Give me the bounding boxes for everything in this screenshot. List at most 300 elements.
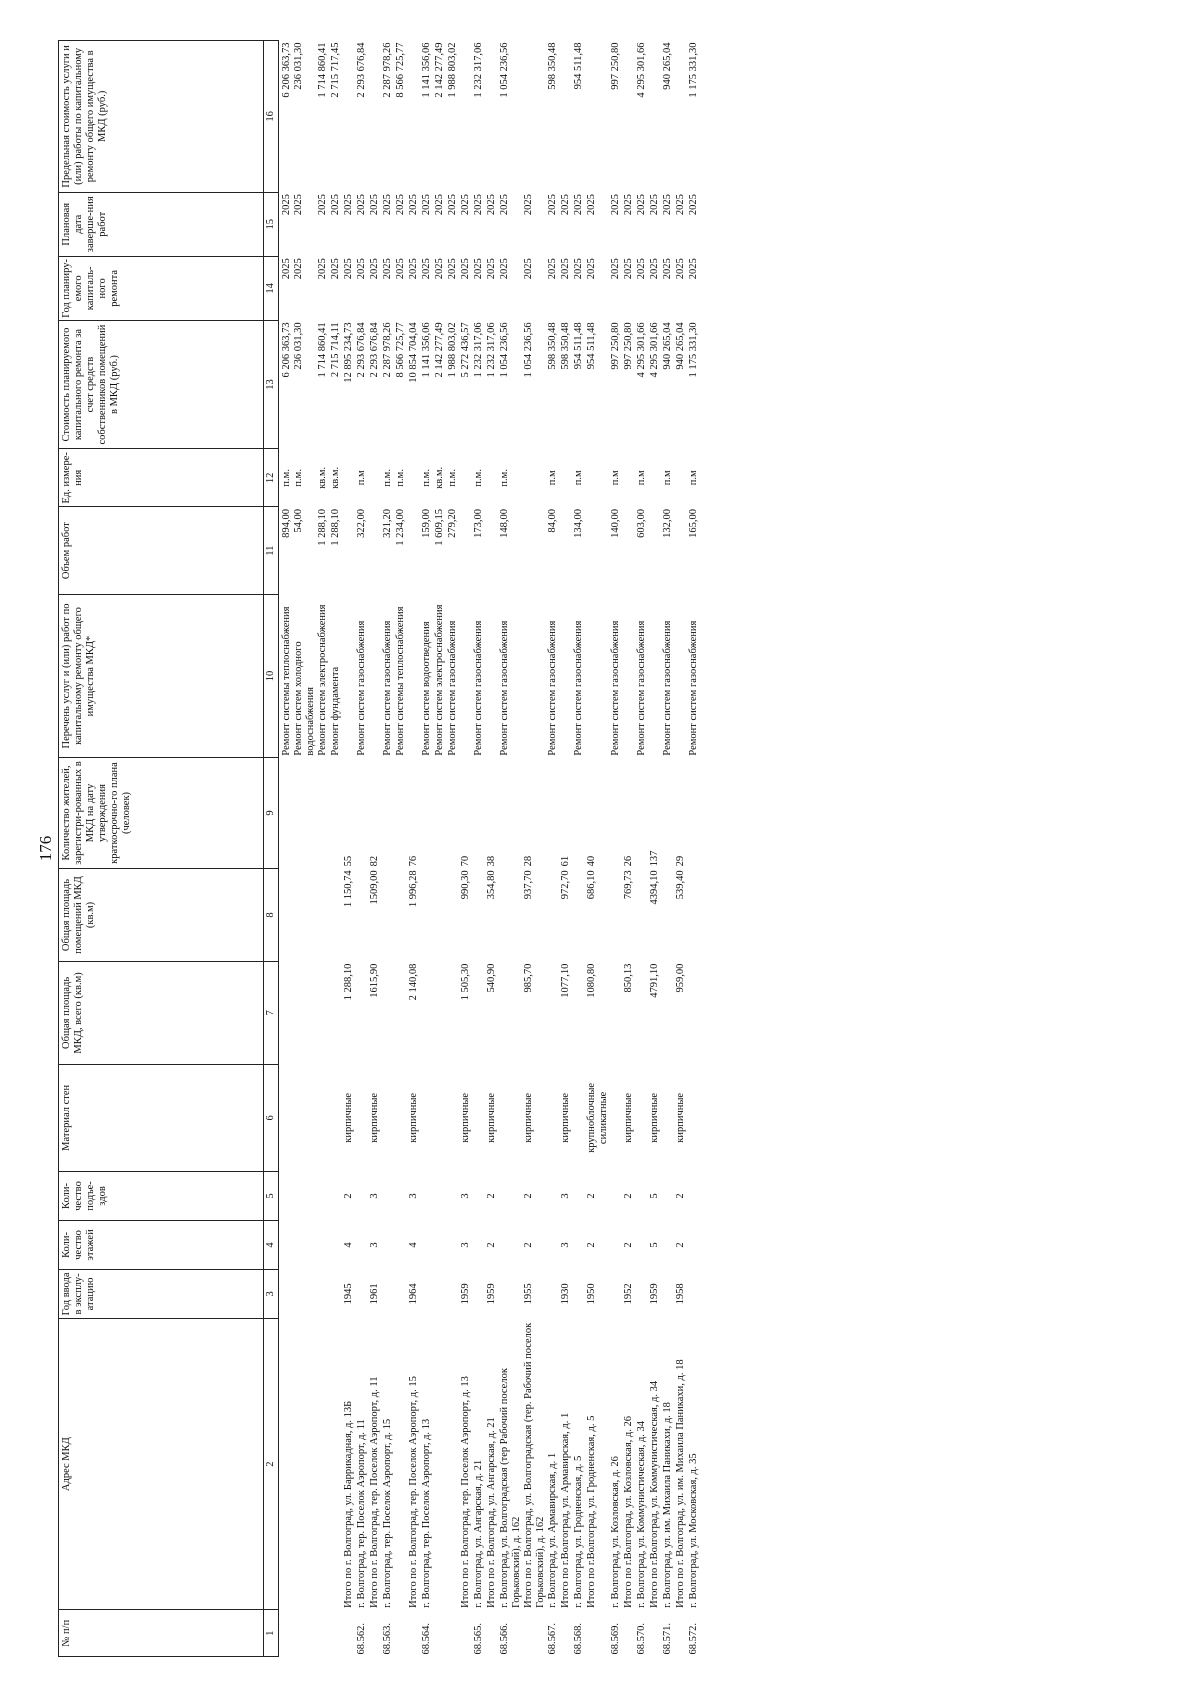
residents-cell: 28 xyxy=(523,855,534,867)
limit-cost-cell: 940 265,04 xyxy=(662,42,673,90)
premises-area-cell: 686,10 xyxy=(586,870,597,900)
work-type-cell xyxy=(623,594,636,757)
col-header: № п/п xyxy=(59,1610,264,1657)
plan-year-cell: 2025 xyxy=(330,258,341,280)
work-type-cell: Ремонт системы теплоснабжения xyxy=(281,606,292,756)
row-number xyxy=(560,1610,573,1657)
table-row xyxy=(623,41,636,1657)
wall-material-cell xyxy=(279,1064,294,1171)
year-cell: 1945 xyxy=(343,1283,354,1305)
wall-material-cell: кирпичные xyxy=(675,1092,686,1143)
cost-cell: 6 206 363,73 xyxy=(281,322,292,378)
wall-material-cell xyxy=(293,1064,317,1171)
row-number: 68.567. xyxy=(547,1623,558,1655)
plan-year-cell: 2025 xyxy=(447,258,458,280)
row-number: 68.563. xyxy=(382,1623,393,1655)
row-number xyxy=(317,1610,330,1657)
table-row xyxy=(421,41,434,1657)
row-number: 68.566. xyxy=(499,1623,510,1655)
row-number xyxy=(447,1610,460,1657)
plan-year-cell: 2025 xyxy=(395,258,406,280)
entrances-cell: 2 xyxy=(623,1193,634,1199)
residents-cell xyxy=(688,758,701,869)
row-number xyxy=(343,1610,356,1657)
limit-cost-cell: 4 295 301,66 xyxy=(636,42,647,98)
plan-year-cell: 2025 xyxy=(499,258,510,280)
address-cell: Итого по г.Волгоград, ул. Коммунистическая, д. 34 xyxy=(649,1380,660,1608)
volume-cell: 321,20 xyxy=(382,508,393,538)
residents-cell: 40 xyxy=(586,855,597,867)
floors-cell xyxy=(279,1220,294,1269)
address-cell: г. Волгоград, ул. Волгоградская (тер Рабочий поселок Горьковский), д. 162 xyxy=(499,1368,522,1608)
entrances-cell: 2 xyxy=(675,1193,686,1199)
row-number xyxy=(293,1610,317,1657)
table-row xyxy=(279,41,294,1657)
work-type-cell xyxy=(523,594,547,757)
column-number-row xyxy=(264,41,279,1657)
wall-material-cell xyxy=(421,1064,434,1171)
plan-year-cell: 2025 xyxy=(343,258,354,280)
residents-cell xyxy=(499,758,523,869)
total-area-cell: 2 140,08 xyxy=(408,963,419,1001)
total-area-cell xyxy=(662,962,675,1065)
unit-cell: п.м xyxy=(636,470,647,486)
completion-year-cell: 2025 xyxy=(369,194,380,216)
year-cell: 1930 xyxy=(560,1283,571,1305)
plan-year-cell: 2025 xyxy=(473,258,484,280)
row-number xyxy=(649,1610,662,1657)
floors-cell xyxy=(293,1220,317,1269)
col-header: Стоимость планируемого капитального ремонта за счет средств собственников помещений в МКД (руб.) xyxy=(59,320,264,448)
cost-cell: 4 295 301,66 xyxy=(636,322,647,378)
residents-cell xyxy=(356,758,369,869)
plan-year-cell: 2025 xyxy=(281,258,292,280)
residents-cell xyxy=(636,758,649,869)
limit-cost-cell xyxy=(649,41,662,193)
premises-area-cell xyxy=(662,868,675,961)
premises-area-cell xyxy=(421,868,434,961)
limit-cost-cell xyxy=(369,41,382,193)
year-cell xyxy=(447,1269,460,1318)
premises-area-cell xyxy=(317,868,330,961)
cost-cell: 954 511,48 xyxy=(586,322,597,370)
residents-cell: 26 xyxy=(623,855,634,867)
row-number: 68.568. xyxy=(573,1623,584,1655)
limit-cost-cell: 236 031,30 xyxy=(293,42,304,90)
total-area-cell: 985,70 xyxy=(523,963,534,993)
residents-cell xyxy=(573,758,586,869)
work-type-cell: Ремонт систем газоснабжения xyxy=(636,620,647,756)
table-row xyxy=(586,41,610,1657)
volume-cell xyxy=(486,507,499,594)
volume-cell xyxy=(408,507,421,594)
year-cell: 1958 xyxy=(675,1283,686,1305)
completion-year-cell: 2025 xyxy=(675,194,686,216)
entrances-cell xyxy=(356,1171,369,1220)
work-type-cell: Ремонт систем газоснабжения xyxy=(356,620,367,756)
total-area-cell xyxy=(473,962,486,1065)
premises-area-cell xyxy=(330,868,343,961)
premises-area-cell xyxy=(382,868,395,961)
entrances-cell xyxy=(573,1171,586,1220)
year-cell xyxy=(330,1269,343,1318)
work-type-cell xyxy=(343,594,356,757)
unit-cell xyxy=(586,449,610,507)
cost-cell: 940 265,04 xyxy=(675,322,686,370)
unit-cell xyxy=(343,449,356,507)
floors-cell: 4 xyxy=(343,1242,354,1248)
year-cell xyxy=(279,1269,294,1318)
plan-year-cell: 2025 xyxy=(636,258,647,280)
unit-cell: п.м. xyxy=(395,469,406,487)
unit-cell: п.м xyxy=(547,470,558,486)
work-type-cell: Ремонт систем газоснабжения xyxy=(688,620,699,756)
residents-cell: 38 xyxy=(486,855,497,867)
cost-cell: 1 175 331,30 xyxy=(688,322,699,378)
plan-year-cell: 2025 xyxy=(649,258,660,280)
year-cell xyxy=(610,1269,623,1318)
work-type-cell: Ремонт систем газоснабжения xyxy=(447,620,458,756)
address-cell: г. Волгоград, ул. Гродненская, д. 5 xyxy=(573,1455,584,1608)
year-cell: 1959 xyxy=(460,1283,471,1305)
wall-material-cell xyxy=(499,1064,523,1171)
table-row xyxy=(369,41,382,1657)
address-cell: Итого по г. Волгоград, ул. Волгоградская (тер. Рабочий поселок Горьковский), д. 162 xyxy=(523,1322,546,1608)
col-number: 11 xyxy=(264,507,279,594)
table-row xyxy=(408,41,421,1657)
wall-material-cell: кирпичные xyxy=(523,1092,534,1143)
wall-material-cell: кирпичные xyxy=(343,1092,354,1143)
entrances-cell xyxy=(447,1171,460,1220)
col-number: 12 xyxy=(264,449,279,507)
floors-cell xyxy=(573,1220,586,1269)
address-cell: г. Волгоград, ул. им. Михаила Паникахи, д. 18 xyxy=(662,1402,673,1608)
wall-material-cell xyxy=(447,1064,460,1171)
work-type-cell xyxy=(460,594,473,757)
residents-cell xyxy=(382,758,395,869)
cost-cell: 2 142 277,49 xyxy=(434,322,445,378)
residents-cell: 29 xyxy=(675,855,686,867)
year-cell xyxy=(688,1269,701,1318)
address-cell: Итого по г. Волгоград, тер. Поселок Аэропорт, д. 15 xyxy=(408,1376,419,1608)
address-cell: Итого по г.Волгоград, ул. Гродненская, д. 5 xyxy=(586,1415,597,1608)
volume-cell: 173,00 xyxy=(473,508,484,538)
plan-year-cell: 2025 xyxy=(688,258,699,280)
floors-cell: 3 xyxy=(369,1242,380,1248)
table-row xyxy=(447,41,460,1657)
row-number xyxy=(408,1610,421,1657)
col-header: Плановая дата заверше-ния работ xyxy=(59,192,264,256)
residents-cell xyxy=(473,758,486,869)
plan-year-cell: 2025 xyxy=(421,258,432,280)
completion-year-cell: 2025 xyxy=(408,194,419,216)
residents-cell: 55 xyxy=(343,855,354,867)
unit-cell: п.м. xyxy=(421,469,432,487)
unit-cell: п.м. xyxy=(293,469,304,487)
floors-cell xyxy=(547,1220,560,1269)
address-cell: г. Волгоград, ул. Коммунистическая, д. 34 xyxy=(636,1420,647,1608)
wall-material-cell xyxy=(317,1064,330,1171)
work-type-cell xyxy=(560,594,573,757)
plan-year-cell: 2025 xyxy=(434,258,445,280)
completion-year-cell: 2025 xyxy=(499,194,510,216)
volume-cell: 165,00 xyxy=(688,508,699,538)
residents-cell xyxy=(434,758,447,869)
wall-material-cell xyxy=(573,1064,586,1171)
premises-area-cell xyxy=(447,868,460,961)
col-number: 6 xyxy=(264,1064,279,1171)
volume-cell: 134,00 xyxy=(573,508,584,538)
entrances-cell xyxy=(330,1171,343,1220)
limit-cost-cell: 598 350,48 xyxy=(547,42,558,90)
premises-area-cell xyxy=(293,868,317,961)
cost-cell: 2 293 676,84 xyxy=(356,322,367,378)
cost-cell: 2 715 714,11 xyxy=(330,322,341,378)
premises-area-cell xyxy=(395,868,408,961)
table-row xyxy=(547,41,560,1657)
work-type-cell: Ремонт систем газоснабжения xyxy=(547,620,558,756)
residents-cell xyxy=(610,758,623,869)
table-row xyxy=(293,41,317,1657)
cost-cell: 1 141 356,06 xyxy=(421,322,432,378)
work-type-cell xyxy=(586,594,610,757)
entrances-cell xyxy=(473,1171,486,1220)
address-cell xyxy=(279,1318,294,1609)
entrances-cell xyxy=(279,1171,294,1220)
cost-cell: 10 854 704,04 xyxy=(408,322,419,383)
col-header: Год планиру-емого капиталь-ного ремонта xyxy=(59,256,264,320)
plan-year-cell: 2025 xyxy=(356,258,367,280)
total-area-cell xyxy=(382,962,395,1065)
completion-year-cell: 2025 xyxy=(649,194,660,216)
cost-cell: 997 250,80 xyxy=(610,322,621,370)
floors-cell xyxy=(382,1220,395,1269)
table-row xyxy=(343,41,356,1657)
entrances-cell: 2 xyxy=(586,1193,597,1199)
row-number xyxy=(623,1610,636,1657)
entrances-cell xyxy=(610,1171,623,1220)
total-area-cell xyxy=(688,962,701,1065)
premises-area-cell: 990,30 xyxy=(460,870,471,900)
cost-cell: 2 287 978,26 xyxy=(382,322,393,378)
residents-cell xyxy=(395,758,408,869)
residents-cell xyxy=(662,758,675,869)
cost-cell: 1 714 860,41 xyxy=(317,322,328,378)
wall-material-cell: кирпичные xyxy=(486,1092,497,1143)
limit-cost-cell xyxy=(408,41,421,193)
unit-cell xyxy=(523,449,547,507)
work-type-cell: Ремонт систем газоснабжения xyxy=(382,620,393,756)
entrances-cell xyxy=(317,1171,330,1220)
year-cell: 1955 xyxy=(523,1283,534,1305)
address-cell: Итого по г. Волгоград, тер. Поселок Аэропорт, д. 13 xyxy=(460,1376,471,1608)
plan-year-cell: 2025 xyxy=(293,258,304,280)
plan-year-cell: 2025 xyxy=(623,258,634,280)
total-area-cell: 1 288,10 xyxy=(343,963,354,1001)
unit-cell: п.м. xyxy=(473,469,484,487)
address-cell xyxy=(330,1318,343,1609)
cost-cell: 598 350,48 xyxy=(560,322,571,370)
row-number xyxy=(523,1610,547,1657)
row-number: 68.562. xyxy=(356,1623,367,1655)
limit-cost-cell: 1 714 860,41 xyxy=(317,42,328,98)
unit-cell xyxy=(486,449,499,507)
cost-cell: 598 350,48 xyxy=(547,322,558,370)
limit-cost-cell: 954 511,48 xyxy=(573,42,584,90)
residents-cell xyxy=(421,758,434,869)
col-header: Объем работ xyxy=(59,507,264,594)
table-row xyxy=(523,41,547,1657)
volume-cell: 148,00 xyxy=(499,508,510,538)
volume-cell: 894,00 xyxy=(281,508,292,538)
address-cell xyxy=(293,1318,317,1609)
work-type-cell: Ремонт систем газоснабжения xyxy=(573,620,584,756)
floors-cell: 2 xyxy=(523,1242,534,1248)
wall-material-cell xyxy=(662,1064,675,1171)
completion-year-cell: 2025 xyxy=(560,194,571,216)
plan-year-cell: 2025 xyxy=(675,258,686,280)
wall-material-cell: кирпичные xyxy=(460,1092,471,1143)
col-number: 4 xyxy=(264,1220,279,1269)
address-cell: г. Волгоград, ул. Козловская, д. 26 xyxy=(610,1456,621,1608)
wall-material-cell: кирпичные xyxy=(560,1092,571,1143)
col-header: Коли-чество этажей xyxy=(59,1220,264,1269)
work-type-cell xyxy=(408,594,421,757)
total-area-cell xyxy=(547,962,560,1065)
limit-cost-cell xyxy=(460,41,473,193)
entrances-cell xyxy=(421,1171,434,1220)
completion-year-cell: 2025 xyxy=(434,194,445,216)
premises-area-cell: 937,70 xyxy=(523,870,534,900)
year-cell xyxy=(395,1269,408,1318)
table-row xyxy=(649,41,662,1657)
floors-cell: 2 xyxy=(586,1242,597,1248)
completion-year-cell: 2025 xyxy=(473,194,484,216)
work-type-cell xyxy=(675,594,688,757)
total-area-cell xyxy=(434,962,447,1065)
plan-year-cell: 2025 xyxy=(573,258,584,280)
volume-cell: 603,00 xyxy=(636,508,647,538)
cost-cell: 954 511,48 xyxy=(573,322,584,370)
cost-cell: 2 293 676,84 xyxy=(369,322,380,378)
completion-year-cell: 2025 xyxy=(460,194,471,216)
row-number xyxy=(330,1610,343,1657)
address-cell xyxy=(317,1318,330,1609)
col-number: 3 xyxy=(264,1269,279,1318)
completion-year-cell: 2025 xyxy=(447,194,458,216)
wall-material-cell: кирпичные xyxy=(649,1092,660,1143)
header-row xyxy=(59,41,264,1657)
volume-cell xyxy=(586,507,610,594)
limit-cost-cell xyxy=(343,41,356,193)
plan-year-cell: 2025 xyxy=(408,258,419,280)
total-area-cell: 1077,10 xyxy=(560,963,571,998)
address-cell: г. Волгоград, ул. Армавирская, д. 1 xyxy=(547,1452,558,1608)
work-type-cell: Ремонт систем газоснабжения xyxy=(473,620,484,756)
address-cell: г. Волгоград, тер. Поселок Аэропорт, д. 15 xyxy=(382,1418,393,1608)
cost-cell: 940 265,04 xyxy=(662,322,673,370)
volume-cell xyxy=(460,507,473,594)
address-cell: г. Волгоград, ул. Московская, д. 35 xyxy=(688,1453,699,1608)
address-cell: Итого по г. Волгоград, ул. Баррикадная, д. 13Б xyxy=(343,1400,354,1608)
completion-year-cell: 2025 xyxy=(293,194,304,216)
unit-cell xyxy=(460,449,473,507)
floors-cell xyxy=(688,1220,701,1269)
wall-material-cell xyxy=(688,1064,701,1171)
floors-cell xyxy=(662,1220,675,1269)
table-row xyxy=(317,41,330,1657)
col-number: 15 xyxy=(264,192,279,256)
unit-cell xyxy=(649,449,662,507)
col-number: 7 xyxy=(264,962,279,1065)
row-number: 68.572. xyxy=(688,1623,699,1655)
floors-cell xyxy=(473,1220,486,1269)
completion-year-cell: 2025 xyxy=(281,194,292,216)
plan-year-cell: 2025 xyxy=(662,258,673,280)
entrances-cell xyxy=(499,1171,523,1220)
work-type-cell: Ремонт системы теплоснабжения xyxy=(395,606,406,756)
work-type-cell: Ремонт систем газоснабжения xyxy=(662,620,673,756)
table-row xyxy=(675,41,688,1657)
limit-cost-cell: 1 175 331,30 xyxy=(688,42,699,98)
address-cell: г. Волгоград, тер. Поселок Аэропорт, д. 11 xyxy=(356,1419,367,1608)
cost-cell: 1 232 317,06 xyxy=(486,322,497,378)
col-header: Количество жителей, зарегистри-рованных в МКД на дату утверждения краткосрочно-го плана (человек) xyxy=(59,758,264,869)
completion-year-cell: 2025 xyxy=(330,194,341,216)
completion-year-cell: 2025 xyxy=(610,194,621,216)
completion-year-cell: 2025 xyxy=(382,194,393,216)
table-row xyxy=(486,41,499,1657)
row-number: 68.569. xyxy=(610,1623,621,1655)
premises-area-cell: 769,73 xyxy=(623,870,634,900)
cost-cell: 8 566 725,77 xyxy=(395,322,406,378)
address-cell: г. Волгоград, ул. Ангарская, д. 21 xyxy=(473,1459,484,1608)
entrances-cell: 5 xyxy=(649,1193,660,1199)
total-area-cell xyxy=(356,962,369,1065)
wall-material-cell: кирпичные xyxy=(408,1092,419,1143)
row-number xyxy=(486,1610,499,1657)
unit-cell: п.м. xyxy=(382,469,393,487)
row-number: 68.570. xyxy=(636,1623,647,1655)
volume-cell: 1 234,00 xyxy=(395,508,406,546)
table-row xyxy=(460,41,473,1657)
page-number: 176 xyxy=(36,835,55,862)
table-row xyxy=(330,41,343,1657)
limit-cost-cell: 1 988 803,02 xyxy=(447,42,458,98)
limit-cost-cell: 8 566 725,77 xyxy=(395,42,406,98)
completion-year-cell: 2025 xyxy=(662,194,673,216)
limit-cost-cell xyxy=(586,41,610,193)
floors-cell xyxy=(434,1220,447,1269)
address-cell xyxy=(447,1318,460,1609)
completion-year-cell: 2025 xyxy=(343,194,354,216)
floors-cell xyxy=(447,1220,460,1269)
col-header: Коли-чество подъе-здов xyxy=(59,1171,264,1220)
floors-cell xyxy=(395,1220,408,1269)
year-cell xyxy=(499,1269,523,1318)
row-number xyxy=(586,1610,610,1657)
entrances-cell: 3 xyxy=(460,1193,471,1199)
table-row xyxy=(434,41,447,1657)
floors-cell: 2 xyxy=(675,1242,686,1248)
wall-material-cell: кирпичные xyxy=(623,1092,634,1143)
volume-cell xyxy=(560,507,573,594)
total-area-cell xyxy=(330,962,343,1065)
total-area-cell: 540,90 xyxy=(486,963,497,993)
col-number: 8 xyxy=(264,868,279,961)
table-body xyxy=(279,41,702,1657)
row-number xyxy=(434,1610,447,1657)
